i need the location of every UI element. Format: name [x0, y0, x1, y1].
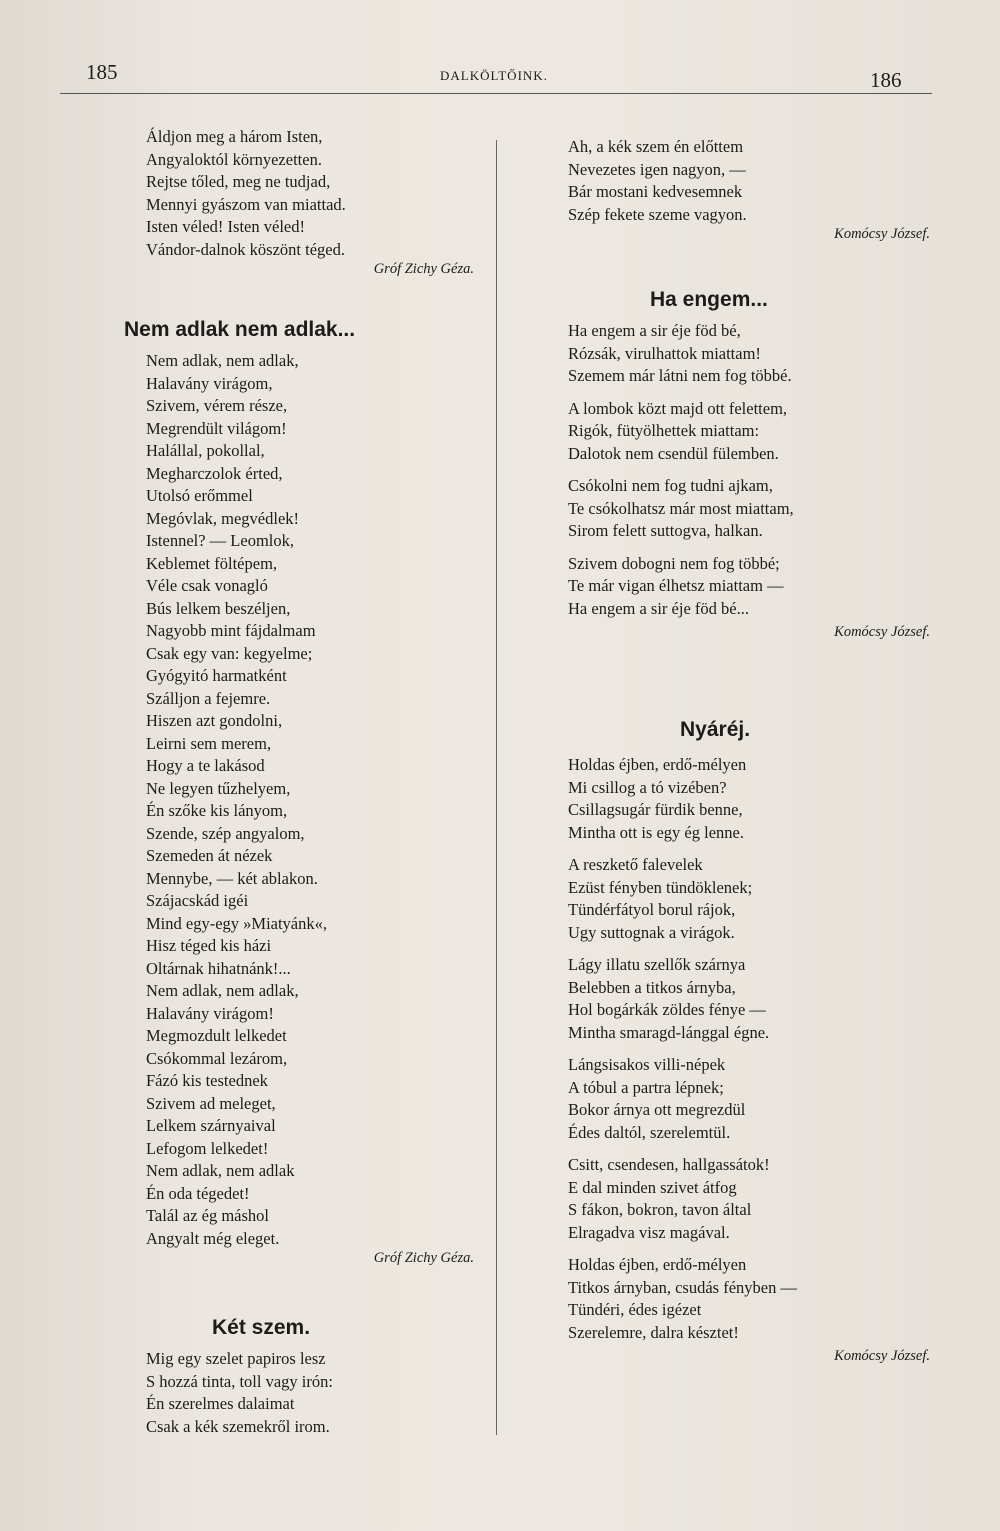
verse-line: Én szerelmes dalaimat	[146, 1394, 295, 1413]
verse-line: Leirni sem merem,	[146, 733, 272, 753]
verse-line: Mig egy szelet papiros lesz	[146, 1349, 326, 1368]
verse-line: Szende, szép angyalom,	[146, 823, 305, 843]
verse-line: Hol bogárkák zöldes fénye —	[568, 1000, 766, 1019]
poem-lines	[568, 136, 930, 226]
verse-line: S hozzá tinta, toll vagy irón:	[146, 1371, 333, 1391]
verse-line: Angyaloktól környezetten.	[146, 149, 322, 169]
verse-line: Ha engem a sir éje föd bé...	[568, 598, 749, 618]
verse-line: Nagyobb mint fájdalmam	[146, 621, 316, 640]
stanza	[568, 754, 930, 844]
verse-line: Ezüst fényben tündöklenek;	[568, 877, 753, 897]
verse-line: E dal minden szivet átfog	[568, 1177, 737, 1197]
stanza	[568, 1154, 930, 1244]
verse-line: A reszkető falevelek	[568, 855, 703, 874]
poem-ket-szem-part2	[568, 136, 930, 243]
verse-line: Szivem, vérem része,	[146, 396, 288, 415]
verse-line: Szivem dobogni nem fog többé;	[568, 553, 780, 573]
verse-line: Megóvlak, megvédlek!	[146, 508, 300, 528]
verse-line: Nem adlak, nem adlak,	[146, 351, 299, 370]
stanza	[568, 320, 930, 388]
header-rule	[60, 93, 932, 94]
verse-line: Hiszen azt gondolni,	[146, 711, 283, 730]
poem-author: Gróf Zichy Géza.	[373, 1250, 474, 1266]
poem-lines	[146, 1348, 486, 1438]
verse-line: S fákon, bokron, tavon által	[568, 1200, 752, 1219]
verse-line: Szájacskád igéi	[146, 891, 249, 910]
verse-line: Csitt, csendesen, hallgassátok!	[568, 1155, 770, 1174]
verse-line: Tündérfátyol borul rájok,	[568, 900, 736, 919]
verse-line: Szivem ad meleget,	[146, 1093, 276, 1113]
poem-author: Komócsy József.	[834, 226, 930, 242]
verse-line: Dalotok nem csendül fülemben.	[568, 443, 779, 463]
verse-line: Holdas éjben, erdő-mélyen	[568, 755, 747, 774]
verse-line: Mennyi gyászom van miattad.	[146, 194, 346, 214]
verse-line: Nem adlak, nem adlak,	[146, 981, 299, 1000]
verse-line: Rigók, fütyölhettek miattam:	[568, 421, 760, 440]
verse-line: Te már vigan élhetsz miattam —	[568, 576, 784, 595]
verse-line: Rózsák, virulhattok miattam!	[568, 343, 761, 363]
verse-line: Bús lelkem beszéljen,	[146, 598, 291, 618]
stanza	[568, 398, 930, 466]
verse-line: Lefogom lelkedet!	[146, 1138, 269, 1158]
verse-line: Csillagsugár fürdik benne,	[568, 800, 743, 819]
stanza	[568, 553, 930, 621]
verse-line: Keblemet föltépem,	[146, 553, 278, 573]
verse-line: Szemeden át nézek	[146, 846, 273, 865]
verse-line: Titkos árnyban, csudás fényben —	[568, 1277, 797, 1297]
verse-line: Véle csak vonagló	[146, 576, 268, 595]
right-page-number: 186	[870, 68, 902, 92]
left-column	[146, 126, 486, 278]
verse-line: Megmozdult lelkedet	[146, 1026, 287, 1045]
poem-ending-stanza	[146, 126, 486, 261]
verse-line: Ugy suttognak a virágok.	[568, 922, 735, 942]
running-title: DALKÖLTŐINK.	[440, 68, 548, 83]
verse-line: A tóbul a partra lépnek;	[568, 1077, 724, 1097]
verse-line: Csak a kék szemekről irom.	[146, 1416, 330, 1436]
verse-line: Lágy illatu szellők szárnya	[568, 955, 746, 974]
verse-line: Vándor-dalnok köszönt téged.	[146, 239, 345, 259]
poem-author: Gróf Zichy Géza.	[373, 261, 474, 277]
verse-line: Belebben a titkos árnyba,	[568, 977, 736, 997]
poem-ket-szem-part1	[146, 1348, 486, 1438]
verse-line: Mi csillog a tó vizében?	[568, 777, 727, 797]
verse-line: Halállal, pokollal,	[146, 441, 265, 460]
verse-line: Ne legyen tűzhelyem,	[146, 778, 291, 798]
poem-title-ket-szem: Két szem.	[212, 1316, 311, 1339]
stanza	[568, 954, 930, 1044]
verse-line: Bár mostani kedvesemnek	[568, 182, 743, 201]
poem-title-nyarej: Nyáréj.	[680, 718, 751, 741]
verse-line: Én oda tégedet!	[146, 1183, 250, 1203]
verse-line: Édes daltól, szerelemtül.	[568, 1122, 731, 1142]
poem-title-ha-engem: Ha engem...	[650, 288, 768, 311]
verse-line: Angyalt még eleget.	[146, 1228, 280, 1248]
verse-line: Lángsisakos villi-népek	[568, 1055, 726, 1074]
verse-line: Mintha ott is egy ég lenne.	[568, 822, 744, 842]
poem-stanzas	[568, 320, 930, 620]
verse-line: Holdas éjben, erdő-mélyen	[568, 1255, 747, 1274]
verse-line: Szemem már látni nem fog többé.	[568, 366, 792, 385]
poem-author: Komócsy József.	[834, 1348, 930, 1364]
verse-line: Csókolni nem fog tudni ajkam,	[568, 476, 773, 495]
verse-line: Talál az ég máshol	[146, 1206, 270, 1225]
verse-line: Mennybe, — két ablakon.	[146, 868, 318, 888]
stanza	[568, 1254, 930, 1344]
verse-line: Megharczolok érted,	[146, 463, 283, 483]
poem-title-nem-adlak: Nem adlak nem adlak...	[124, 318, 356, 341]
poem-author: Komócsy József.	[834, 624, 930, 640]
stanza	[568, 475, 930, 543]
verse-line: Tündéri, édes igézet	[568, 1300, 702, 1319]
verse-line: Áldjon meg a három Isten,	[146, 127, 323, 146]
verse-line: Mintha smaragd-lánggal égne.	[568, 1022, 770, 1042]
verse-line: Utolsó erőmmel	[146, 486, 253, 505]
poem-nem-adlak	[146, 350, 486, 1267]
verse-line: Fázó kis testednek	[146, 1071, 268, 1090]
verse-line: Te csókolhatsz már most miattam,	[568, 498, 794, 518]
left-page-number: 185	[86, 60, 118, 84]
verse-line: Csak egy van: kegyelme;	[146, 643, 313, 663]
verse-line: Szerelemre, dalra késztet!	[568, 1322, 739, 1342]
stanza	[568, 854, 930, 944]
verse-line: Rejtse tőled, meg ne tudjad,	[146, 172, 331, 191]
poem-nyarej	[568, 754, 930, 1365]
verse-line: Megrendült világom!	[146, 418, 287, 438]
poem-ha-engem	[568, 320, 930, 641]
verse-line: Istennel? — Leomlok,	[146, 531, 295, 550]
verse-line: Oltárnak hihatnánk!...	[146, 958, 291, 978]
stanza	[568, 1054, 930, 1144]
verse-line: Elragadva visz magával.	[568, 1222, 730, 1242]
verse-line: Halavány virágom,	[146, 373, 273, 393]
verse-line: Ah, a kék szem én előttem	[568, 137, 744, 156]
verse-line: Bokor árnya ott megrezdül	[568, 1100, 746, 1119]
verse-line: Hisz téged kis házi	[146, 936, 272, 955]
verse-line: Gyógyitó harmatként	[146, 666, 287, 685]
verse-line: Szálljon a fejemre.	[146, 688, 271, 708]
verse-line: Csókommal lezárom,	[146, 1048, 288, 1068]
verse-line: Lelkem szárnyaival	[146, 1116, 276, 1135]
poem-lines	[146, 350, 486, 1250]
verse-line: Ha engem a sir éje föd bé,	[568, 321, 741, 340]
verse-line: Isten véled! Isten véled!	[146, 217, 305, 236]
verse-line: Halavány virágom!	[146, 1003, 274, 1023]
poem-stanzas	[568, 754, 930, 1344]
verse-line: Én szőke kis lányom,	[146, 801, 288, 820]
verse-line: Sirom felett suttogva, halkan.	[568, 521, 763, 540]
verse-line: Hogy a te lakásod	[146, 756, 265, 775]
verse-line: Szép fekete szeme vagyon.	[568, 204, 747, 224]
verse-line: Mind egy-egy »Miatyánk«,	[146, 913, 328, 933]
verse-line: A lombok közt majd ott felettem,	[568, 398, 788, 418]
column-divider	[496, 140, 497, 1435]
verse-line: Nem adlak, nem adlak	[146, 1161, 295, 1180]
verse-line: Nevezetes igen nagyon, —	[568, 159, 746, 179]
